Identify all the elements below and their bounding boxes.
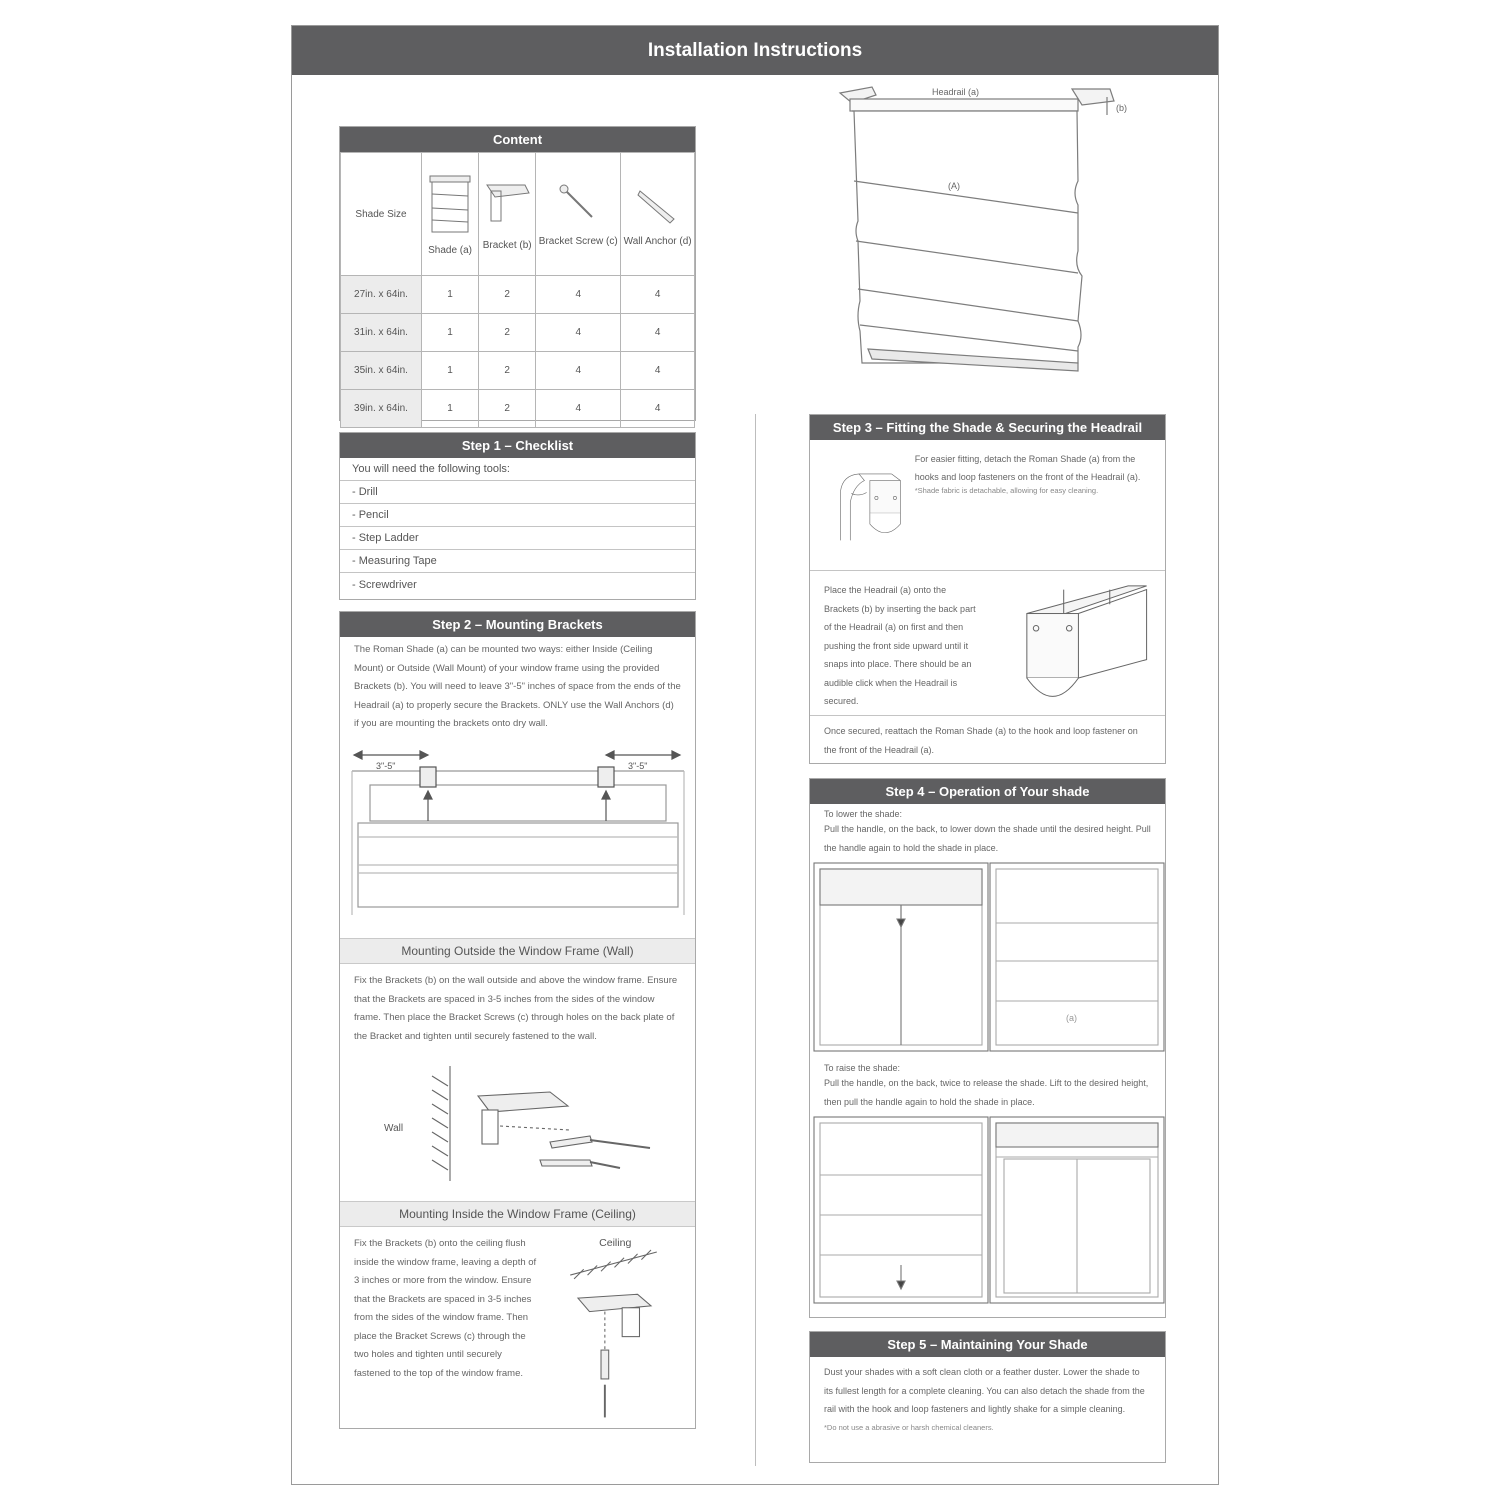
dimension-right: 3"-5" [628,761,648,771]
table-cell: 4 [536,314,621,352]
ceiling-label: Ceiling [598,1237,632,1250]
checklist-item: - Measuring Tape [340,550,695,573]
table-cell: 1 [422,314,479,352]
step3-note-a: *Shade fabric is detachable, allowing for easy cleaning. [914,486,1099,495]
step3-part-a [810,440,1165,571]
step3-part-b [810,571,1165,716]
step2-text: The Roman Shade (a) can be mounted two ways: either Inside (Ceiling Mount) or Outside (Wall Mount) of your window frame using the provided Brackets (b). You will need to leave 3"-5" inches of space from the ends of the Headrail (a) to properly secure the Brackets. ONLY use the Wall Anchors (d) if you are mounting the brackets onto dry wall. [354,644,681,729]
table-row [341,352,695,390]
content-table [340,152,695,428]
step3-text-b: Place the Headrail (a) onto the Brackets (b) by inserting the back part of the Headrail (a) on first and then pushing the front side upward until it snaps into place. There should be an audible click when the Headrail is secured. [824,585,976,706]
step3-text-c: Once secured, reattach the Roman Shade (a) to the hook and loop fastener on the front of the Headrail (a). [824,726,1138,755]
table-cell: 1 [422,352,479,390]
step1-box [339,432,696,600]
table-row [341,276,695,314]
table-cell: 1 [422,276,479,314]
inside-mount-text: Fix the Brackets (b) onto the ceiling flush inside the window frame, leaving a depth of 3 inches or more from the window. Ensure that the Brackets are spaced in 3-5 inches from the sides of the window frame. Then place the Bracket Screws (c) through the two holes and tighten until securely fastened to the top of the window frame. [354,1238,537,1379]
panel-label: (a) [1066,1013,1077,1023]
table-cell: 4 [621,352,695,390]
bracket-spacing-diagram [340,741,695,931]
step5-note: *Do not use a abrasive or harsh chemical cleaners. [824,1422,994,1432]
step3-text-a: For easier fitting, detach the Roman Shade (a) from the hooks and loop fasteners on the front of the Headrail (a). [914,454,1141,482]
checklist-item: - Step Ladder [340,527,695,550]
col-wall-anchor [621,153,695,276]
col-bracket-label: Bracket (b) [482,240,532,251]
table-cell: 4 [621,314,695,352]
shade-icon [424,172,476,242]
column-divider [755,414,756,1466]
table-row [341,314,695,352]
shade-size-header: Shade Size [341,153,422,276]
content-table-header-row [341,153,695,276]
page-title: Installation Instructions [292,26,1218,75]
secure-headrail-diagram [990,571,1165,715]
table-cell: 2 [479,314,536,352]
table-cell: 4 [536,352,621,390]
table-cell: 4 [536,390,621,428]
step1-header: Step 1 – Checklist [340,433,695,458]
step2-box [339,611,696,1429]
wall-mount-diagram [340,1056,695,1196]
ceiling-mount-diagram [551,1227,695,1427]
step5-header: Step 5 – Maintaining Your Shade [810,1332,1165,1357]
step5-box [809,1331,1166,1463]
inside-mount-header: Mounting Inside the Window Frame (Ceiling) [340,1201,695,1227]
table-cell: 4 [621,276,695,314]
dimension-left: 3"-5" [376,761,396,771]
content-box [339,126,696,421]
content-header: Content [340,127,695,152]
bracket-label: (b) [1116,103,1127,113]
row-size: 35in. x 64in. [341,352,422,390]
shade-label: (A) [948,181,960,191]
step3-box [809,414,1166,764]
outside-mount-header: Mounting Outside the Window Frame (Wall) [340,938,695,964]
col-bracket [479,153,536,276]
step4-box [809,778,1166,1318]
wall-anchor-icon [632,181,684,233]
row-size: 31in. x 64in. [341,314,422,352]
table-cell: 2 [479,390,536,428]
wall-label: Wall [384,1123,404,1134]
raise-shade-text: Pull the handle, on the back, twice to release the shade. Lift to the desired height, then pull the handle again to hold the shade in place. [824,1078,1149,1107]
step5-text: Dust your shades with a soft clean cloth or a feather duster. Lower the shade to its fullest length for a complete cleaning. You can also detach the shade from the rail with the hook and loop fasteners and lightly shake for a simple cleaning. [824,1367,1145,1414]
col-shade-label: Shade (a) [428,245,473,256]
lower-shade-diagram [810,861,1165,1053]
checklist-item: - Drill [340,481,695,504]
step1-intro: You will need the following tools: [340,458,695,481]
col-shade [422,153,479,276]
detach-shade-diagram [810,440,911,570]
screw-icon [552,181,604,233]
step4-header: Step 4 – Operation of Your shade [810,779,1165,804]
col-wall-anchor-label: Wall Anchor (d) [623,236,692,247]
table-cell: 1 [422,390,479,428]
shade-overview-illustration [832,81,1132,381]
lower-shade-title: To lower the shade: [824,809,903,819]
row-size: 39in. x 64in. [341,390,422,428]
headrail-label: Headrail (a) [932,87,980,97]
col-bracket-screw [536,153,621,276]
raise-shade-title: To raise the shade: [824,1063,901,1073]
instruction-sheet [291,25,1219,1485]
table-cell: 4 [621,390,695,428]
bracket-icon [481,177,533,237]
col-bracket-screw-label: Bracket Screw (c) [538,236,618,247]
table-cell: 2 [479,352,536,390]
step3-header: Step 3 – Fitting the Shade & Securing the Headrail [810,415,1165,440]
raise-shade-diagram [810,1115,1165,1307]
step2-header: Step 2 – Mounting Brackets [340,612,695,637]
table-row [341,390,695,428]
lower-shade-text: Pull the handle, on the back, to lower down the shade until the desired height. Pull the handle again to hold the shade in place. [824,824,1151,853]
table-cell: 2 [479,276,536,314]
step3-text-a-wrap [911,440,1165,570]
inside-mount-row [340,1227,695,1434]
checklist-item: - Pencil [340,504,695,527]
checklist-item: - Screwdriver [352,578,417,591]
row-size: 27in. x 64in. [341,276,422,314]
table-cell: 4 [536,276,621,314]
outside-mount-text: Fix the Brackets (b) on the wall outside and above the window frame. Ensure that the Brackets are spaced in 3-5 inches from the sides of the window frame. Then place the Bracket Screws (c) through holes on the back plate of the Bracket and tighten until securely fastened to the wall. [354,975,678,1042]
